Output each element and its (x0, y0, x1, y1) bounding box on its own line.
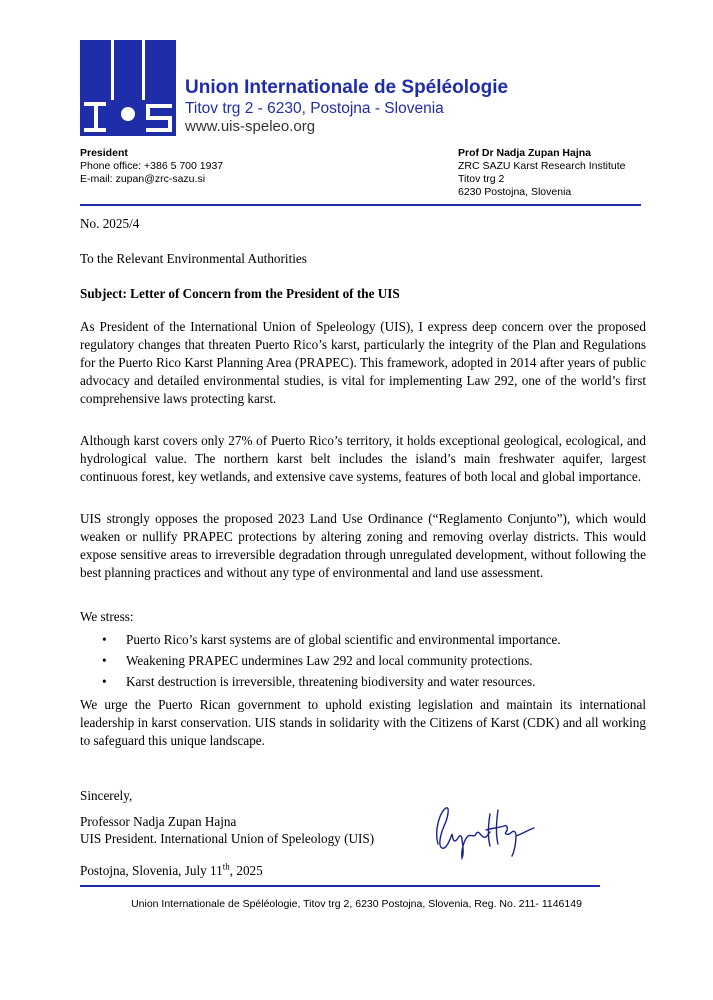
stress-intro: We stress: (80, 609, 134, 624)
handwritten-signature-icon (428, 800, 538, 864)
uis-logo-icon (80, 40, 176, 136)
contact-left (80, 147, 223, 186)
header-divider (80, 204, 641, 206)
list-item: • Puerto Rico’s karst systems are of global scientific and environmental importance. (80, 631, 646, 652)
footer-text: Union Internationale de Spéléologie, Titov trg 2, 6230 Postojna, Slovenia, Reg. No. 211- 1146149 (131, 898, 582, 910)
list-item: • Weakening PRAPEC undermines Law 292 and local community protections. (80, 652, 646, 673)
paragraph-2: Although karst covers only 27% of Puerto Rico’s territory, it holds exceptional geological, ecological, and hydrological value. The northern karst belt includes the island’s main freshwater aquifer, largest continuous forest, key wetlands, and extensive cave systems, features of both local and global importance. (80, 433, 646, 484)
paragraph-1: As President of the International Union of Speleology (UIS), I express deep concern over the proposed regulatory changes that threaten Puerto Rico’s karst, particularly the integrity of the Plan and Regulations for the Puerto Rico Karst Planning Area (PRAPEC). This framework, adopted in 2014 after years of public advocacy and detailed environmental studies, is vital for implementing Law 292, one of the world’s first comprehensive laws protecting karst. (80, 319, 646, 406)
letter-recipient: To the Relevant Environmental Authorities (80, 251, 307, 266)
contact-title: President (80, 147, 128, 159)
place-date: Postojna, Slovenia, July 11th, 2025 (80, 861, 263, 878)
contact-street: Titov trg 2 (458, 173, 505, 185)
paragraph-4: We urge the Puerto Rican government to uphold existing legislation and maintain its international leadership in karst conservation. UIS stands in solidarity with the Citizens of Karst (CDK) and all working to safeguard this unique landscape. (80, 697, 646, 748)
bullet-list (80, 631, 646, 694)
contact-right (458, 147, 625, 199)
closing: Sincerely, (80, 788, 133, 803)
date-suffix: th (222, 861, 230, 872)
contact-phone: Phone office: +386 5 700 1937 (80, 160, 224, 172)
footer-divider (80, 885, 600, 887)
signer-title: UIS President. International Union of Speleology (UIS) (80, 831, 375, 846)
contact-name: Prof Dr Nadja Zupan Hajna (458, 147, 592, 159)
list-item: • Karst destruction is irreversible, threatening biodiversity and water resources. (80, 673, 646, 694)
contact-email: E-mail: zupan@zrc-sazu.si (80, 173, 206, 185)
org-name: Union Internationale de Spéléologie (185, 77, 509, 98)
contact-institute: ZRC SAZU Karst Research Institute (458, 160, 626, 172)
letter-subject: Subject: Letter of Concern from the President of the UIS (80, 286, 400, 301)
signer-name: Professor Nadja Zupan Hajna (80, 814, 237, 829)
letter-number: No. 2025/4 (80, 216, 140, 231)
contact-city: 6230 Postojna, Slovenia (458, 186, 572, 198)
org-website: www.uis-speleo.org (185, 118, 316, 135)
org-address: Titov trg 2 - 6230, Postojna - Slovenia (185, 100, 444, 117)
paragraph-3: UIS strongly opposes the proposed 2023 Land Use Ordinance (“Reglamento Conjunto”), which would weaken or nullify PRAPEC protections by altering zoning and removing overlay districts. This would expose sensitive areas to irreversible degradation through unregulated development, without following the best planning practices and without any type of environmental and land use assessment. (80, 511, 646, 580)
